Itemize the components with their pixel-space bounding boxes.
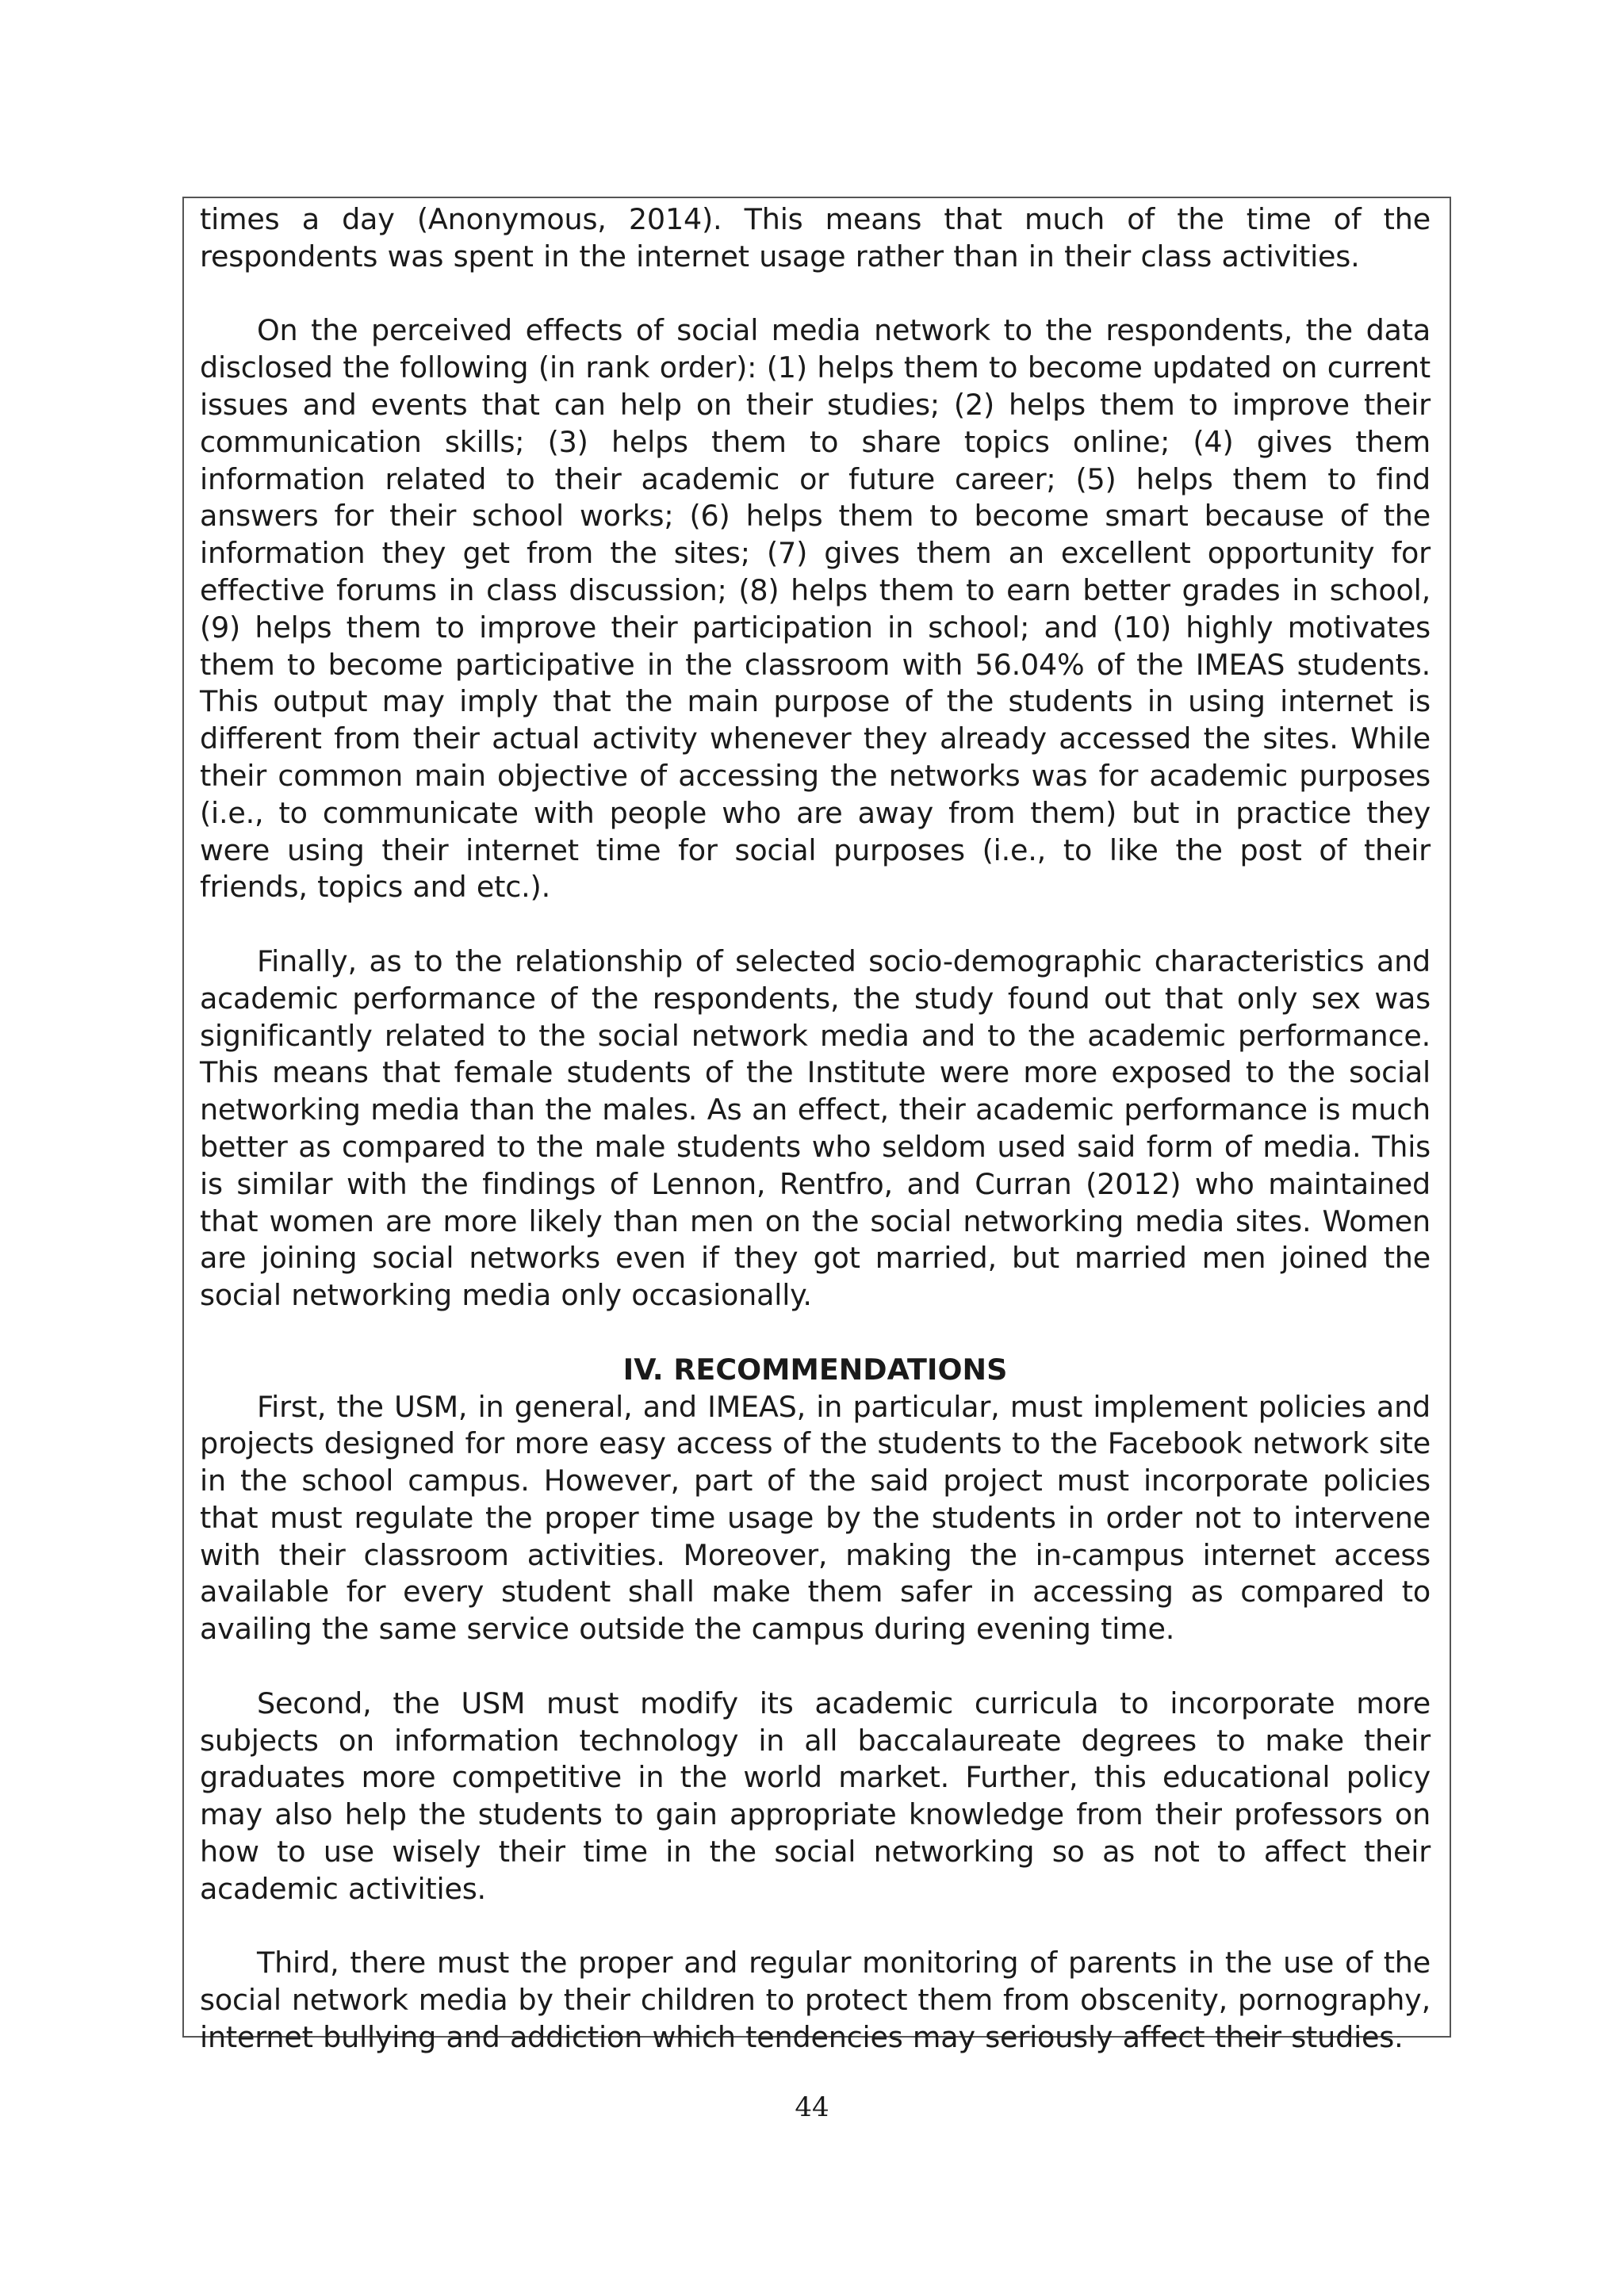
- page-number: 44: [795, 2091, 829, 2123]
- recommendation-first: First, the USM, in general, and IMEAS, in particular, must implement policies and projects designed for more easy access of the students to the Facebook network site in the school campus. However, part of the said project must incorporate policies that must regulate the proper time usage by the students in order not to intervene with their classroom activities. Moreover, making the in-campus internet access available for every student shall make them safer in accessing as compared to availing the same service outside the campus during evening time.: [200, 1389, 1431, 1647]
- relationship-paragraph: Finally, as to the relationship of selected socio-demographic characteristics and academic performance of the respondents, the study found out that only sex was significantly related to the social network media and to the academic performance. This means that female students of the Institute were more exposed to the social networking media than the males. As an effect, their academic performance is much better as compared to the male students who seldom used said form of media. This is similar with the findings of Lennon, Rentfro, and Curran (2012) who maintained that women are more likely than men on the social networking media sites. Women are joining social networks even if they got married, but married men joined the social networking media only occasionally.: [200, 943, 1431, 1313]
- paragraph-gap: [200, 1648, 1431, 1686]
- recommendation-third: Third, there must the proper and regular monitoring of parents in the use of the social network media by their children to protect them from obscenity, pornography, internet bullying and addiction which tendencies may seriously affect their studies.: [200, 1946, 1431, 2055]
- text-frame: [182, 197, 1451, 2055]
- paragraph-gap: [200, 906, 1431, 943]
- paragraph-gap: [200, 1314, 1431, 1352]
- paragraph-gap: [200, 276, 1431, 313]
- effects-paragraph: On the perceived effects of social media network to the respondents, the data disclosed the following (in rank order): (1) helps them to become updated on current issues and events that can help on their studies; (2) helps them to improve their communication skills; (3) helps them to share topics online; (4) gives them information related to their academic or future career; (5) helps them to find answers for their school works; (6) helps them to become smart because of the information they get from the sites; (7) gives them an excellent opportunity for effective forums in class discussion; (8) helps them to earn better grades in school, (9) helps them to improve their participation in school; and (10) highly motivates them to become participative in the classroom with 56.04% of the IMEAS students. This output may imply that the main purpose of the students in using internet is different from their actual activity whenever they already accessed the sites. While their common main objective of accessing the networks was for academic purposes (i.e., to communicate with people who are away from them) but in practice they were using their internet time for social purposes (i.e., to like the post of their friends, topics and etc.).: [200, 313, 1431, 905]
- recommendation-second: Second, the USM must modify its academic curricula to incorporate more subjects on information technology in all baccalaureate degrees to make their graduates more competitive in the world market. Further, this educational policy may also help the students to gain appropriate knowledge from their professors on how to use wisely their time in the social networking so as not to affect their academic activities.: [200, 1686, 1431, 1906]
- paragraph-gap: [200, 1908, 1431, 1946]
- section-heading: IV. RECOMMENDATIONS: [622, 1352, 1008, 1387]
- continuation-paragraph: times a day (Anonymous, 2014). This means that much of the time of the respondents was spent in the internet usage rather than in their class activities.: [200, 202, 1431, 274]
